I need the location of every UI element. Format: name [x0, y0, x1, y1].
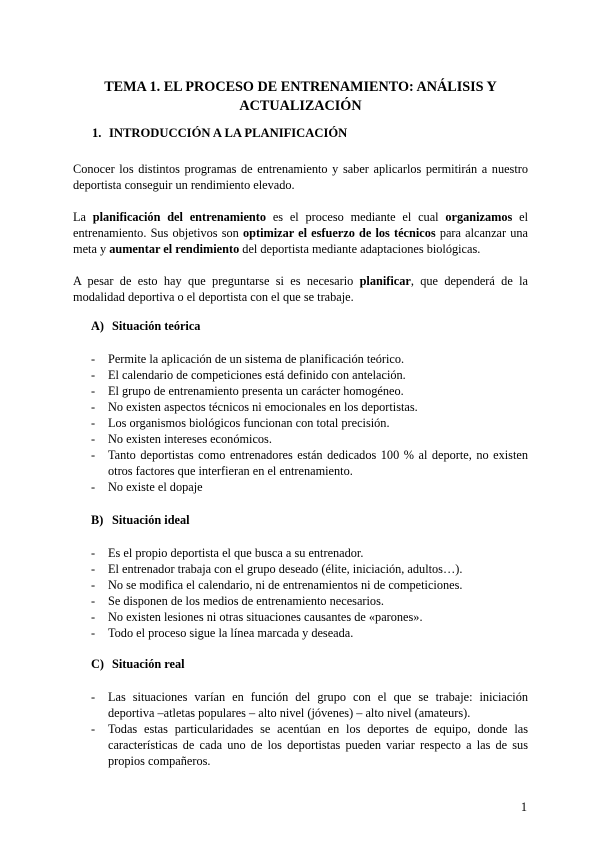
bold-term: organizamos — [445, 210, 513, 224]
subsection-letter: C) — [91, 657, 104, 671]
list-situacion-teorica — [91, 351, 528, 495]
list-item: - Se disponen de los medios de entrenamiento necesarios. — [91, 593, 528, 609]
bold-term: planificar — [359, 274, 411, 288]
list-item: - No existen lesiones ni otras situaciones causantes de «parones». — [91, 609, 528, 625]
list-item: - Todo el proceso sigue la línea marcada y deseada. — [91, 625, 528, 641]
bold-term: planificación del entrenamiento — [92, 210, 267, 224]
text-run: A pesar de esto hay que preguntarse si es necesario — [73, 274, 360, 288]
subsection-letter: B) — [91, 513, 104, 527]
list-item: - El grupo de entrenamiento presenta un carácter homogéneo. — [91, 383, 528, 399]
text-run: , que dependerá de la modalidad deportiva o el deportista con el que se trabaje. — [73, 274, 528, 304]
list-item: - Todas estas particularidades se acentúan en los deportes de equipo, donde las características de cada uno de los deportistas pueden variar respecto a las de sus propios compañeros. — [91, 721, 528, 769]
list-item: - Es el propio deportista el que busca a su entrenador. — [91, 545, 528, 561]
section-heading-text: INTRODUCCIÓN A LA PLANIFICACIÓN — [109, 126, 348, 140]
text-run: del deportista mediante adaptaciones biológicas. — [239, 242, 481, 256]
subsection-title: Situación teórica — [112, 319, 201, 333]
section-number: 1. — [92, 126, 102, 140]
subsection-title: Situación real — [112, 657, 185, 671]
bold-term: optimizar el esfuerzo de los técnicos — [242, 226, 436, 240]
list-item: - No existe el dopaje — [91, 479, 528, 495]
document-title: TEMA 1. EL PROCESO DE ENTRENAMIENTO: ANÁLISIS Y ACTUALIZACIÓN — [104, 79, 497, 114]
subsection-heading-teorica — [91, 319, 200, 334]
paragraph-planificacion — [73, 209, 528, 257]
list-item: - El calendario de competiciones está definido con antelación. — [91, 367, 528, 383]
text-run: es el proceso mediante el cual — [266, 210, 446, 224]
subsection-heading-real — [91, 657, 185, 672]
list-item: - No existen intereses económicos. — [91, 431, 528, 447]
subsection-heading-ideal — [91, 513, 190, 528]
subsection-letter: A) — [91, 319, 104, 333]
list-item: - Tanto deportistas como entrenadores están dedicados 100 % al deporte, no existen otros factores que interfieran en el entrenamiento. — [91, 447, 528, 479]
subsection-title: Situación ideal — [112, 513, 190, 527]
list-item: - Las situaciones varían en función del grupo con el que se trabaje: iniciación deportiva –atletas populares – alto nivel (jóvenes) – alto nivel (amateurs). — [91, 689, 528, 721]
list-item: - Los organismos biológicos funcionan con total precisión. — [91, 415, 528, 431]
text-run: para alcanzar una meta y — [73, 226, 528, 256]
paragraph-intro: Conocer los distintos programas de entrenamiento y saber aplicarlos permitirán a nuestro deportista conseguir un rendimiento elevado. — [73, 162, 528, 192]
list-situacion-real — [91, 689, 528, 769]
text-run: La — [73, 210, 93, 224]
list-item: - No se modifica el calendario, ni de entrenamientos ni de competiciones. — [91, 577, 528, 593]
list-situacion-ideal — [91, 545, 528, 641]
list-item: - Permite la aplicación de un sistema de planificación teórico. — [91, 351, 528, 367]
paragraph-planificar — [73, 273, 528, 305]
section-heading-introduccion — [92, 126, 347, 141]
text-run: el entrenamiento. Sus objetivos son — [73, 210, 529, 240]
page-number: 1 — [520, 800, 527, 814]
list-item: - El entrenador trabaja con el grupo deseado (élite, iniciación, adultos…). — [91, 561, 528, 577]
bold-term: aumentar el rendimiento — [109, 242, 240, 256]
list-item: - No existen aspectos técnicos ni emocionales en los deportistas. — [91, 399, 528, 415]
